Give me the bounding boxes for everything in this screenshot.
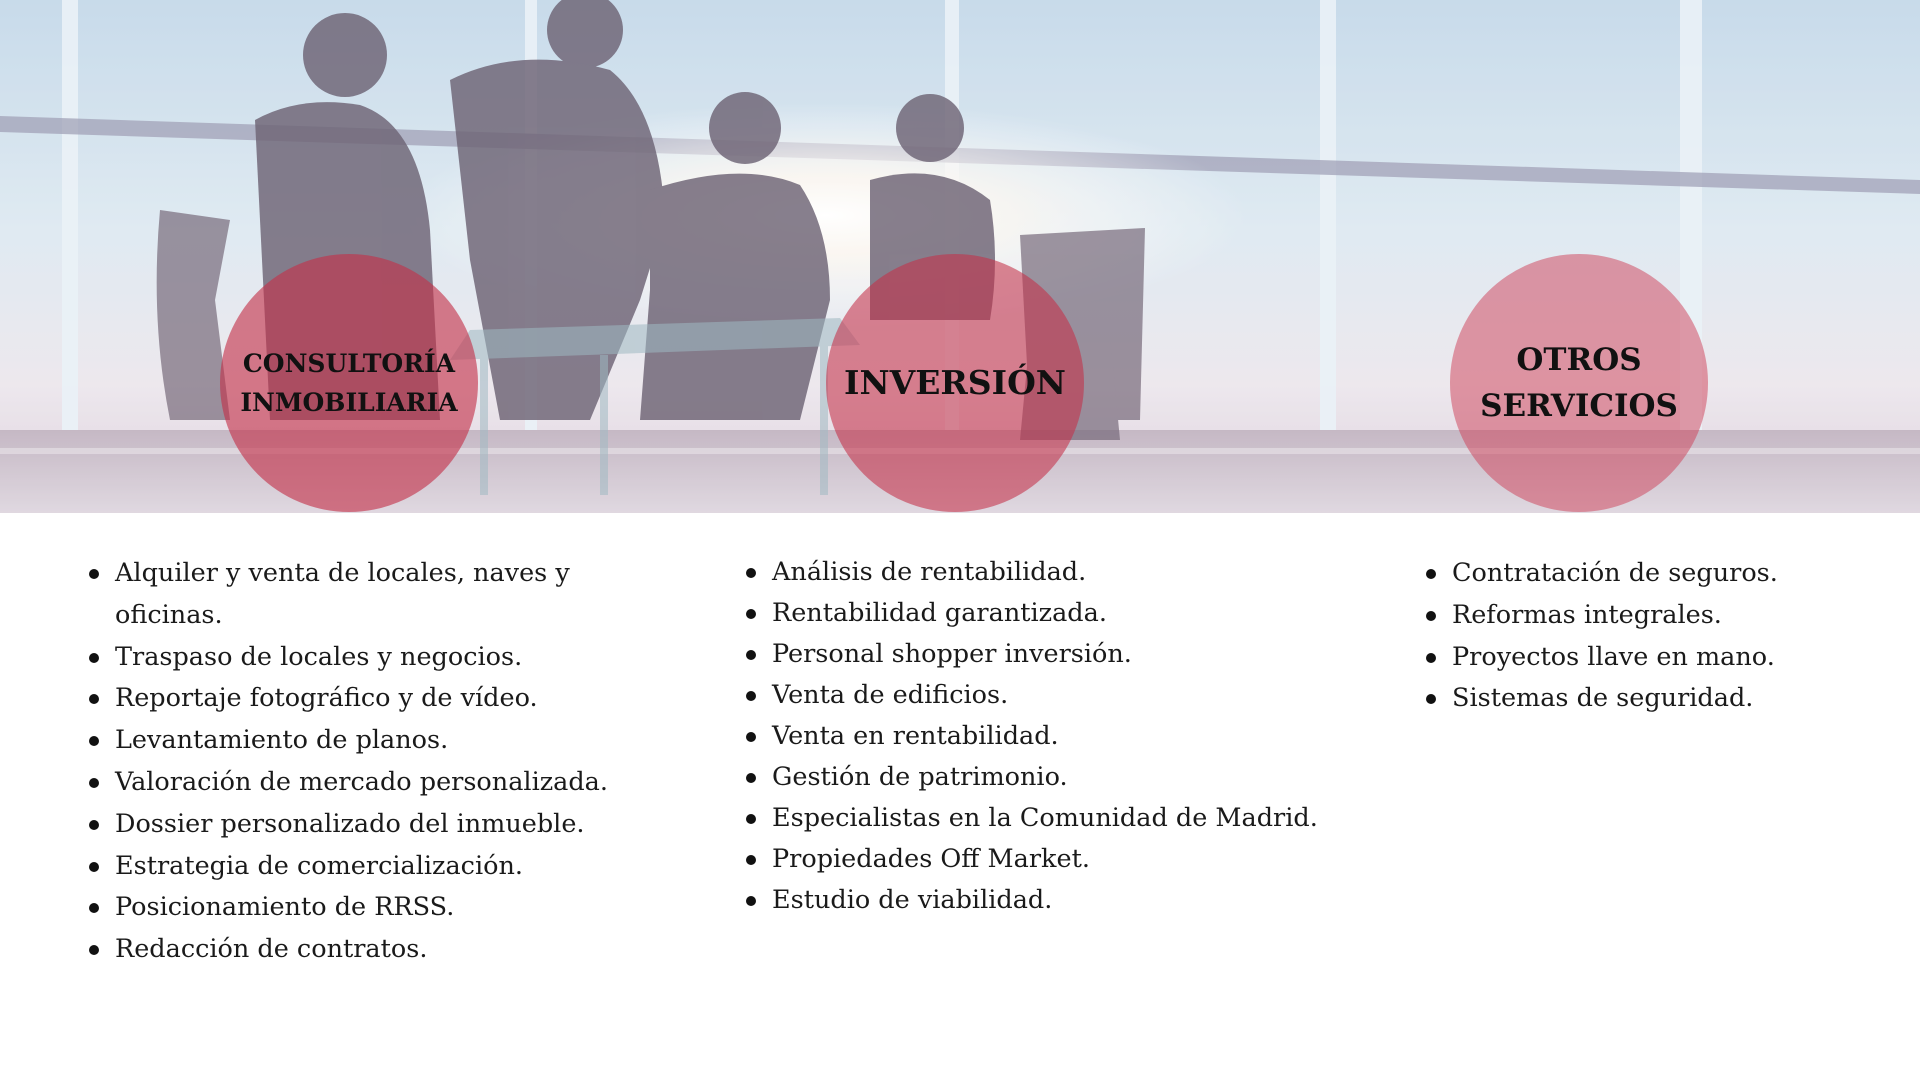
bullet-icon bbox=[89, 569, 99, 579]
list-item: Venta en rentabilidad. bbox=[772, 716, 1412, 757]
inversion-title: INVERSIÓN bbox=[844, 363, 1066, 402]
consultoria-title: CONSULTORÍA INMOBILIARIA bbox=[240, 349, 458, 417]
list-item: Levantamiento de planos. bbox=[115, 720, 655, 762]
list-item: Traspaso de locales y negocios. bbox=[115, 637, 655, 679]
bullet-icon bbox=[746, 896, 756, 906]
list-item: Sistemas de seguridad. bbox=[1452, 678, 1872, 720]
bullet-icon bbox=[89, 778, 99, 788]
list-item: Alquiler y venta de locales, naves y oficinas. bbox=[115, 553, 655, 637]
bullet-icon bbox=[1426, 611, 1436, 621]
list-item: Gestión de patrimonio. bbox=[772, 757, 1412, 798]
bullet-icon bbox=[89, 862, 99, 872]
list-item: Valoración de mercado personalizada. bbox=[115, 762, 655, 804]
bullet-icon bbox=[746, 814, 756, 824]
list-item: Propiedades Off Market. bbox=[772, 839, 1412, 880]
otros-servicios-circle bbox=[1450, 254, 1708, 512]
bullet-icon bbox=[1426, 653, 1436, 663]
bullet-icon bbox=[746, 773, 756, 783]
inversion-list bbox=[772, 552, 1412, 921]
bullet-icon bbox=[89, 653, 99, 663]
otros-servicios-list-column bbox=[1452, 553, 1872, 720]
list-item: Dossier personalizado del inmueble. bbox=[115, 804, 655, 846]
bullet-icon bbox=[746, 568, 756, 578]
list-item: Reformas integrales. bbox=[1452, 595, 1872, 637]
list-item: Estrategia de comercialización. bbox=[115, 846, 655, 888]
list-item: Redacción de contratos. bbox=[115, 929, 655, 971]
list-item: Posicionamiento de RRSS. bbox=[115, 887, 655, 929]
bullet-icon bbox=[746, 855, 756, 865]
list-item: Contratación de seguros. bbox=[1452, 553, 1872, 595]
list-item: Reportaje fotográfico y de vídeo. bbox=[115, 678, 655, 720]
bullet-icon bbox=[746, 609, 756, 619]
bullet-icon bbox=[746, 650, 756, 660]
consultoria-list bbox=[115, 553, 655, 971]
bullet-icon bbox=[746, 732, 756, 742]
consultoria-circle bbox=[220, 254, 478, 512]
bullet-icon bbox=[1426, 569, 1436, 579]
bullet-icon bbox=[89, 736, 99, 746]
otros-servicios-title: OTROS SERVICIOS bbox=[1480, 342, 1678, 424]
bullet-icon bbox=[1426, 694, 1436, 704]
list-item: Análisis de rentabilidad. bbox=[772, 552, 1412, 593]
bullet-icon bbox=[89, 903, 99, 913]
inversion-list-column bbox=[772, 552, 1412, 921]
consultoria-list-column bbox=[115, 553, 655, 971]
list-item: Venta de edificios. bbox=[772, 675, 1412, 716]
list-item: Especialistas en la Comunidad de Madrid. bbox=[772, 798, 1412, 839]
list-item: Estudio de viabilidad. bbox=[772, 880, 1412, 921]
bullet-icon bbox=[89, 694, 99, 704]
bullet-icon bbox=[746, 691, 756, 701]
inversion-circle bbox=[826, 254, 1084, 512]
bullet-icon bbox=[89, 945, 99, 955]
list-item: Proyectos llave en mano. bbox=[1452, 637, 1872, 679]
list-item: Personal shopper inversión. bbox=[772, 634, 1412, 675]
otros-servicios-list bbox=[1452, 553, 1872, 720]
bullet-icon bbox=[89, 820, 99, 830]
list-item: Rentabilidad garantizada. bbox=[772, 593, 1412, 634]
